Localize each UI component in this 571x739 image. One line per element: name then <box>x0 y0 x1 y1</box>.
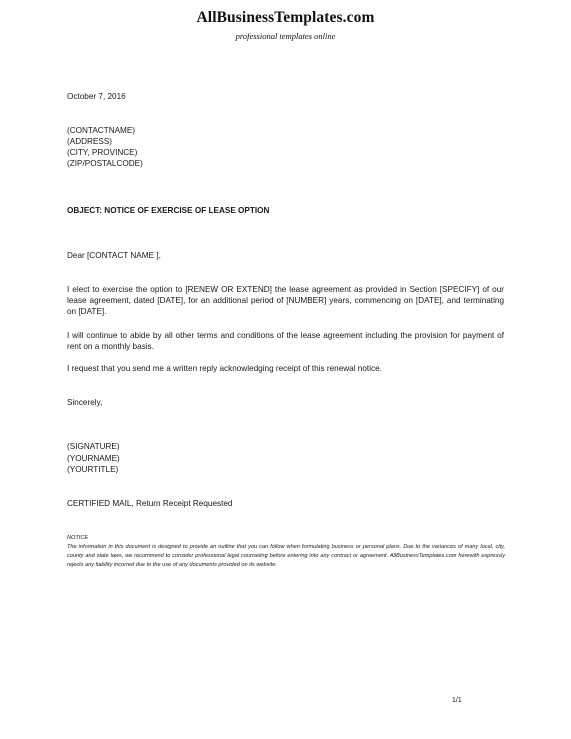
page-number: 1/1 <box>452 697 462 704</box>
body-paragraph-1: I elect to exercise the option to [RENEW OR EXTEND] the lease agreement as provided in Section [SPECIFY] of our lease agreement, dated [DATE], for an additional period of [NUMBER] years, commencing on [DATE], and terminating on [DATE]. <box>67 285 504 317</box>
notice-title: NOTICE <box>67 535 89 541</box>
address-line-city: (CITY, PROVINCE) <box>67 148 138 157</box>
brand-tagline: professional templates online <box>235 31 336 41</box>
brand-title: AllBusinessTemplates.com <box>196 9 375 26</box>
body-paragraph-2: I will continue to abide by all other terms and conditions of the lease agreement including the provision for payment of rent on a monthly basis. <box>67 331 504 352</box>
letter-date: October 7, 2016 <box>67 92 126 101</box>
signature-line: (SIGNATURE) <box>67 442 120 451</box>
yourtitle-line: (YOURTITLE) <box>67 465 119 474</box>
address-line-zip: (ZIP/POSTALCODE) <box>67 159 143 168</box>
address-line-contactname: (CONTACTNAME) <box>67 126 136 135</box>
yourname-line: (YOURNAME) <box>67 454 120 463</box>
notice-body: The information in this document is designed to provide an outline that you can follow when formulating business or personal plans. Due to the variances of many local, city, county and state laws, we recommend to consider professional legal counseling before entering into any contract or agreement. AllBusinessTemplates.com herewith expressly rejects any liability incurred due to the use of any documents provided on its website. <box>67 544 505 568</box>
address-line-address: (ADDRESS) <box>67 137 113 146</box>
delivery-note: CERTIFIED MAIL, Return Receipt Requested <box>67 499 233 508</box>
salutation: Dear [CONTACT NAME ], <box>67 251 161 260</box>
closing: Sincerely, <box>67 398 103 407</box>
body-paragraph-3: I request that you send me a written reply acknowledging receipt of this renewal notice. <box>67 364 382 373</box>
object-line: OBJECT: NOTICE OF EXERCISE OF LEASE OPTION <box>67 206 270 215</box>
